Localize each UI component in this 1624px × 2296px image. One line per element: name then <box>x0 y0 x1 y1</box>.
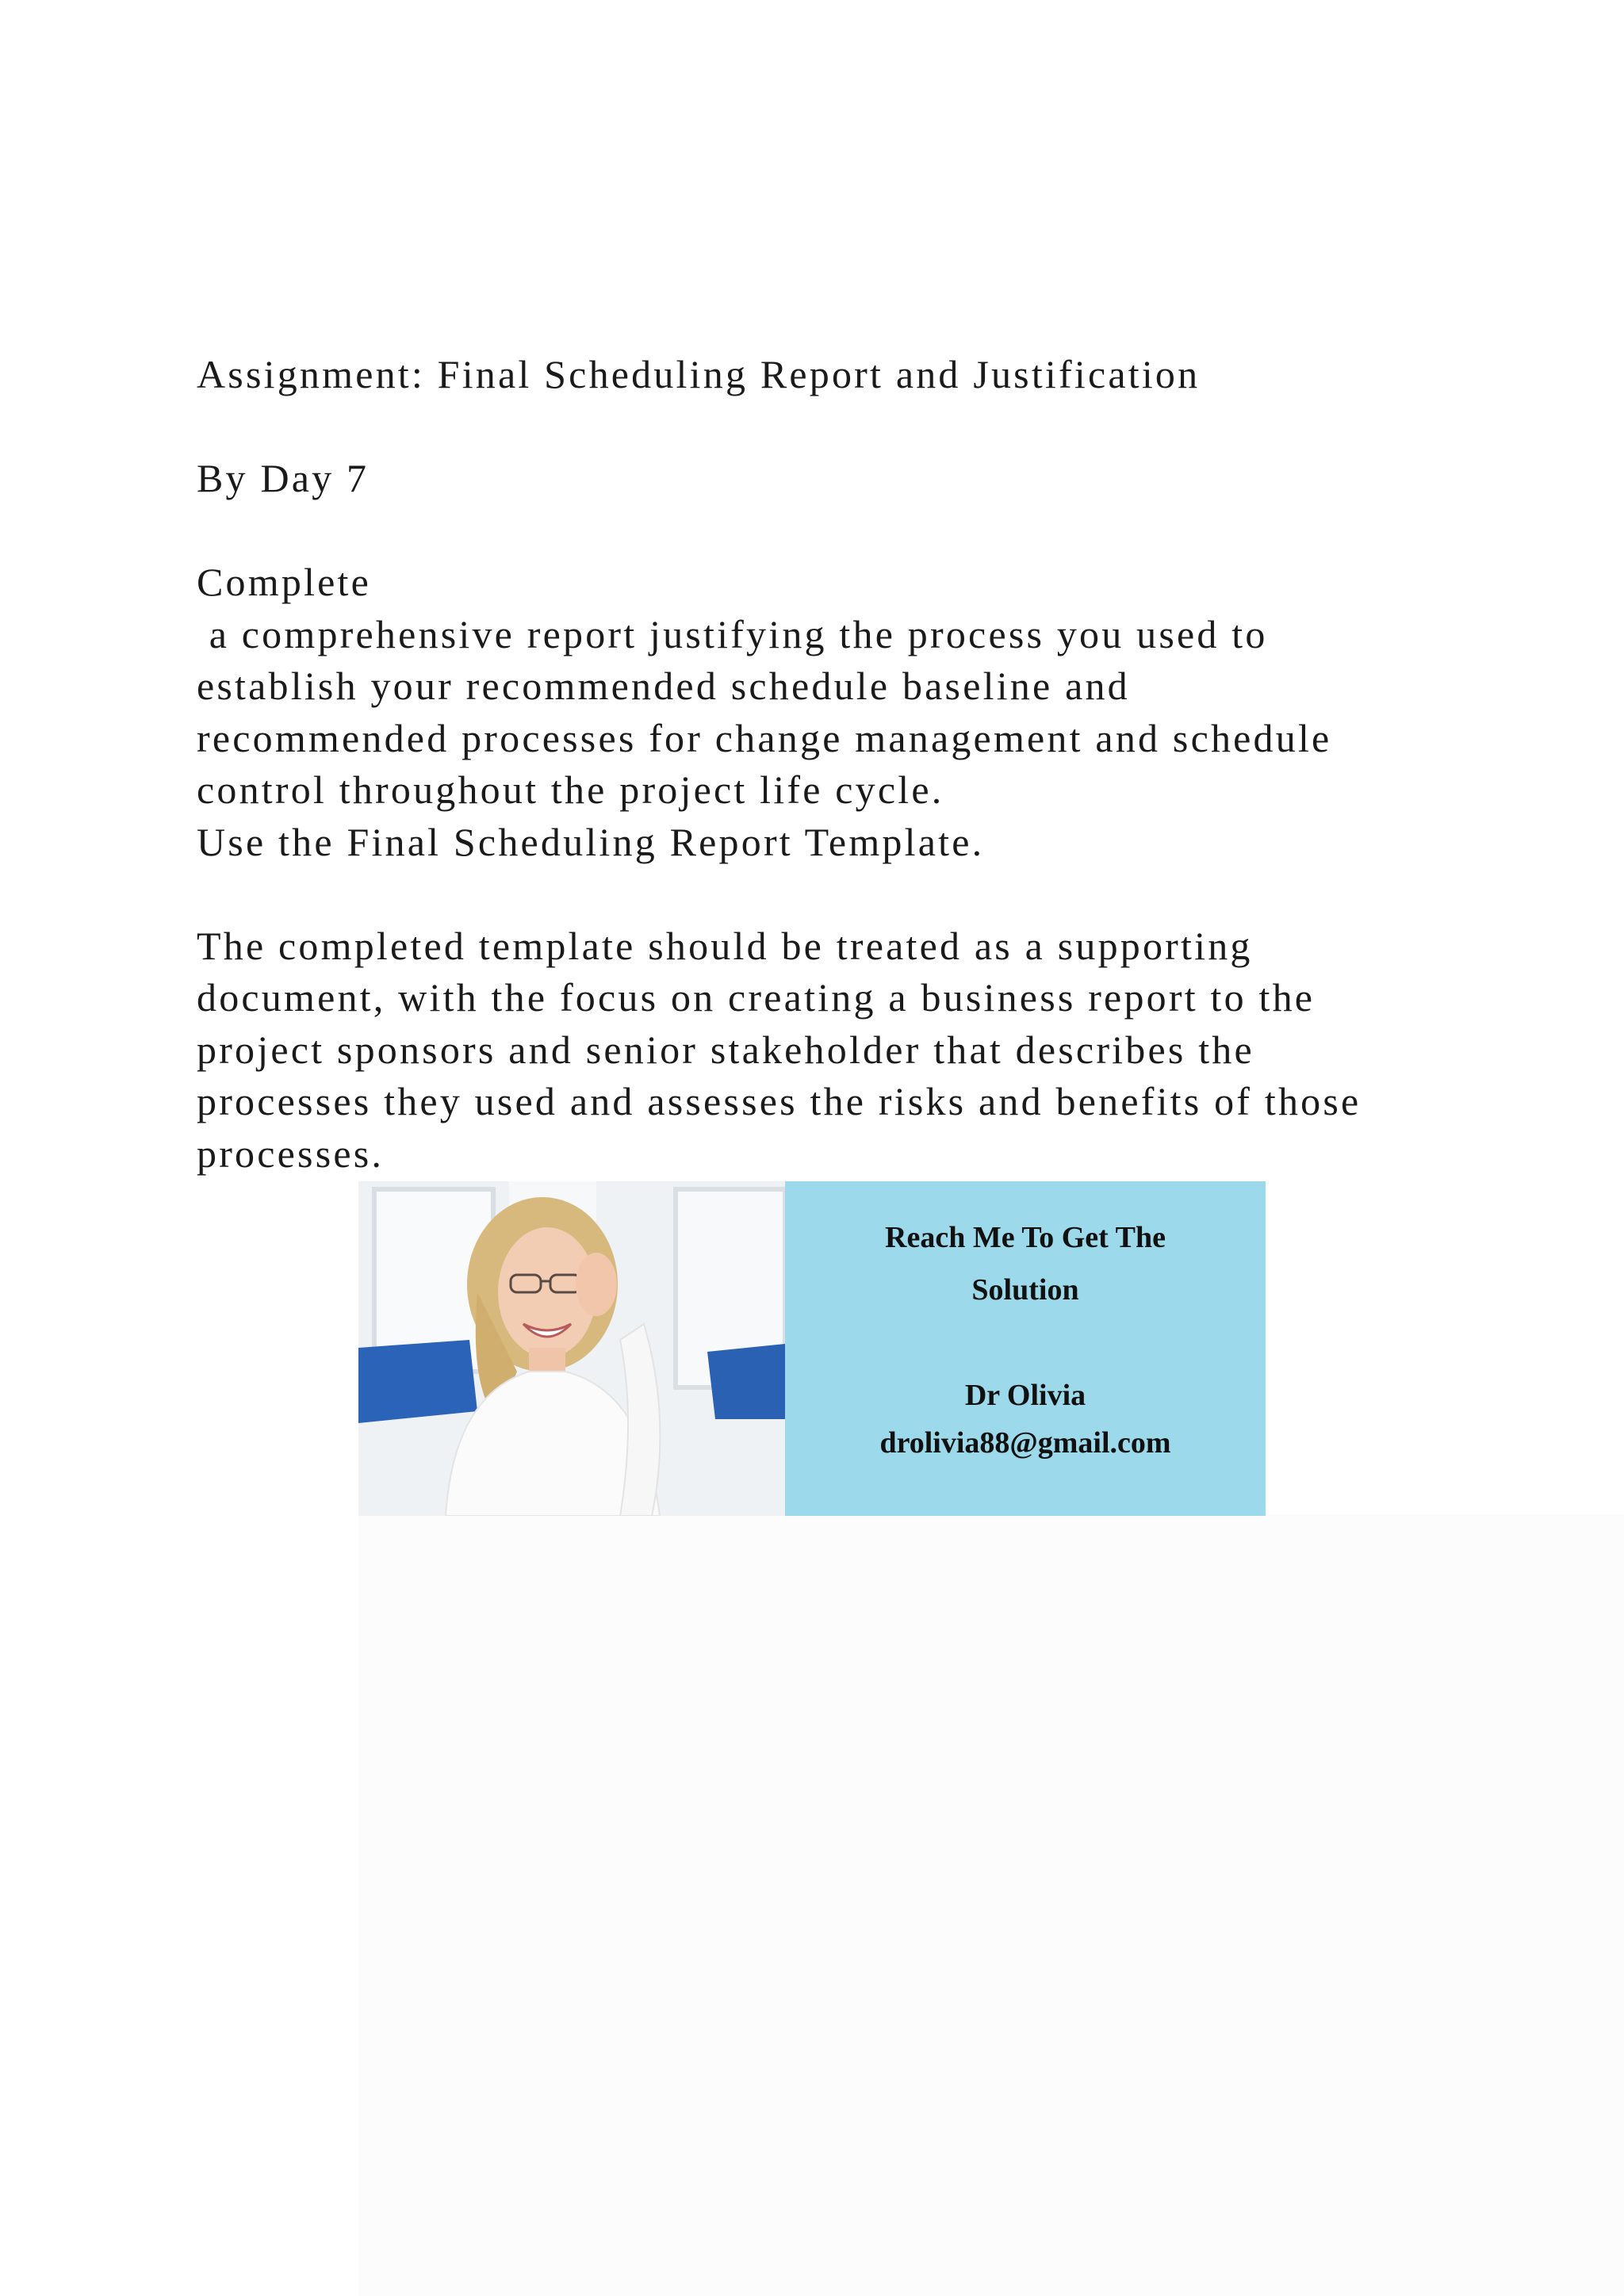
instruction-line: a comprehensive report justifying the process you used to <box>197 611 1268 656</box>
note-line: The completed template should be treated as a supporting <box>197 923 1253 968</box>
ad-headline <box>785 1211 1266 1316</box>
instruction-line: establish your recommended schedule baseline and <box>197 664 1130 708</box>
instruction-line: Use the Final Scheduling Report Template. <box>197 819 985 864</box>
ad-headline-line1: Reach Me To Get The <box>885 1221 1166 1254</box>
contact-email[interactable]: drolivia88@gmail.com <box>879 1426 1171 1460</box>
note-line: document, with the focus on creating a business report to the <box>197 975 1316 1020</box>
contact-ad-banner <box>358 1181 1266 1516</box>
assignment-title: Assignment: Final Scheduling Report and Justification <box>197 352 1201 396</box>
spacer <box>197 401 1434 453</box>
note-line: processes. <box>197 1131 385 1176</box>
assignment-text <box>197 349 1434 1180</box>
instruction-line: control throughout the project life cycle. <box>197 767 944 812</box>
woman-photo <box>358 1181 785 1516</box>
woman-photo-illustration <box>358 1181 785 1516</box>
page-background-panel <box>358 1514 1624 2296</box>
ad-headline-line2: Solution <box>971 1273 1079 1307</box>
contact-panel <box>785 1181 1266 1516</box>
instruction-line: recommended processes for change management and schedule <box>197 715 1332 760</box>
note-line: project sponsors and senior stakeholder that describes the <box>197 1027 1254 1072</box>
spacer <box>197 868 1434 920</box>
instruction-line: Complete <box>197 560 372 604</box>
note-line: processes they used and assesses the risks and benefits of those <box>197 1079 1362 1123</box>
spacer <box>197 505 1434 557</box>
contact-name: Dr Olivia <box>964 1379 1086 1412</box>
due-date: By Day 7 <box>197 456 370 500</box>
